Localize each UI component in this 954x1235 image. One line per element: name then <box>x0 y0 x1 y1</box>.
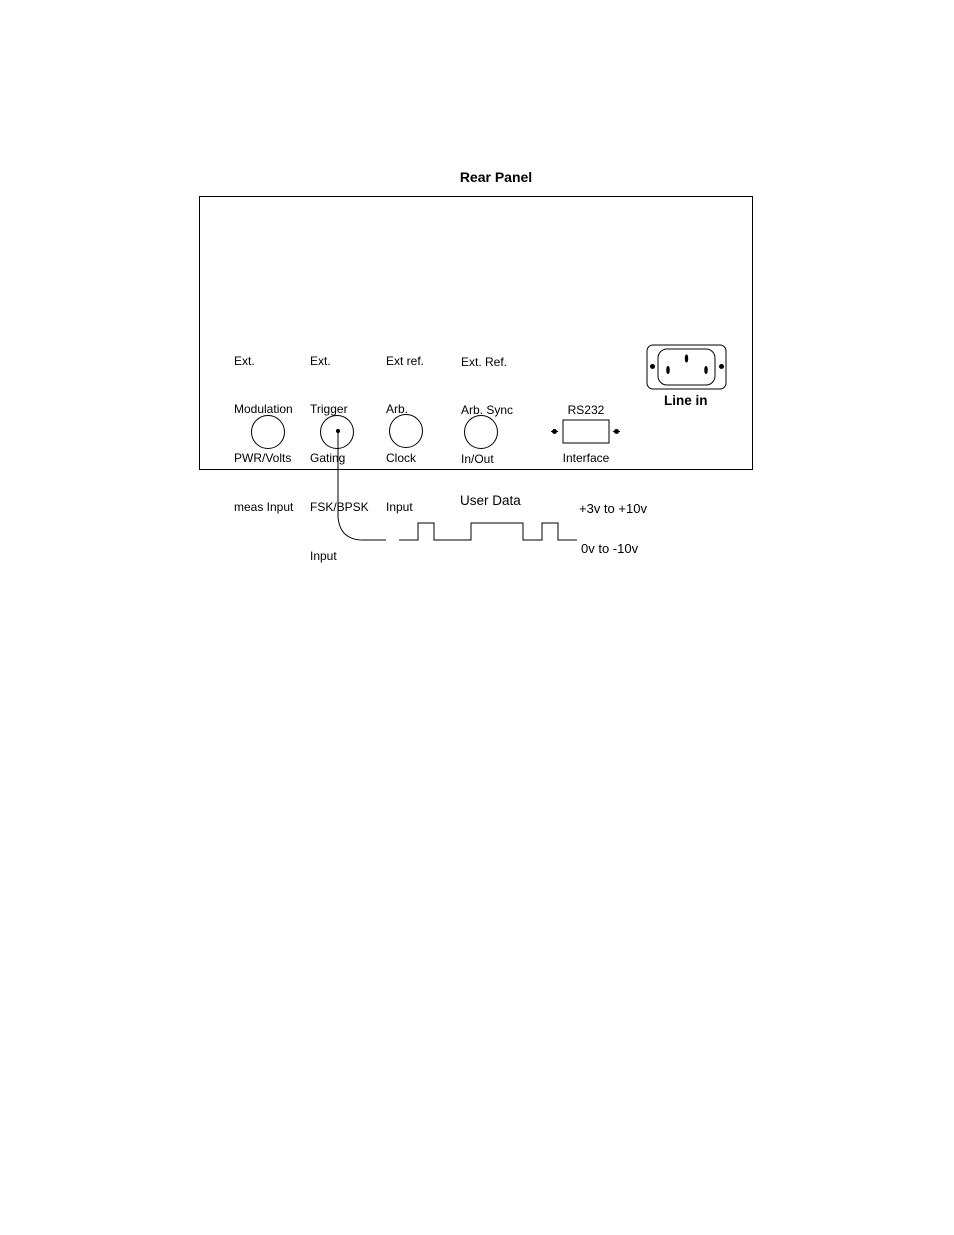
trigger-cable <box>338 431 386 540</box>
label-line: Gating <box>310 451 346 466</box>
label-line: Input <box>386 500 413 515</box>
label-line: Arb. <box>386 402 409 417</box>
power-inlet <box>647 345 726 389</box>
label-line: PWR/Volts <box>234 451 292 466</box>
user-data-waveform <box>399 523 577 540</box>
label-line: In/Out <box>461 452 494 467</box>
label-line: Trigger <box>310 402 348 417</box>
bnc-connector-sync <box>465 416 498 449</box>
label-line: Ext. Ref. <box>461 354 508 369</box>
label-line: Clock <box>386 451 417 466</box>
user-data-label: User Data <box>460 493 521 508</box>
label-line: Ext ref. <box>386 353 425 368</box>
diagram-title: Rear Panel <box>459 169 533 185</box>
low-level-label: 0v to -10v <box>581 541 639 556</box>
bnc-connector-modulation <box>252 416 285 449</box>
label-line: Input <box>310 549 337 564</box>
rs232-connector <box>551 420 620 443</box>
label-line: meas Input <box>234 500 294 515</box>
high-level-label: +3v to +10v <box>579 501 647 516</box>
label-line: Interface <box>562 451 610 466</box>
bnc-connector-clock <box>390 415 423 448</box>
label-line: RS232 <box>567 402 605 417</box>
line-in-label: Line in <box>664 393 708 408</box>
label-line: FSK/BPSK <box>310 500 369 515</box>
label-line: Ext. <box>234 353 255 368</box>
label-line: Modulation <box>234 402 293 417</box>
label-line: Ext. <box>310 353 331 368</box>
label-line: Arb. Sync <box>461 403 514 418</box>
